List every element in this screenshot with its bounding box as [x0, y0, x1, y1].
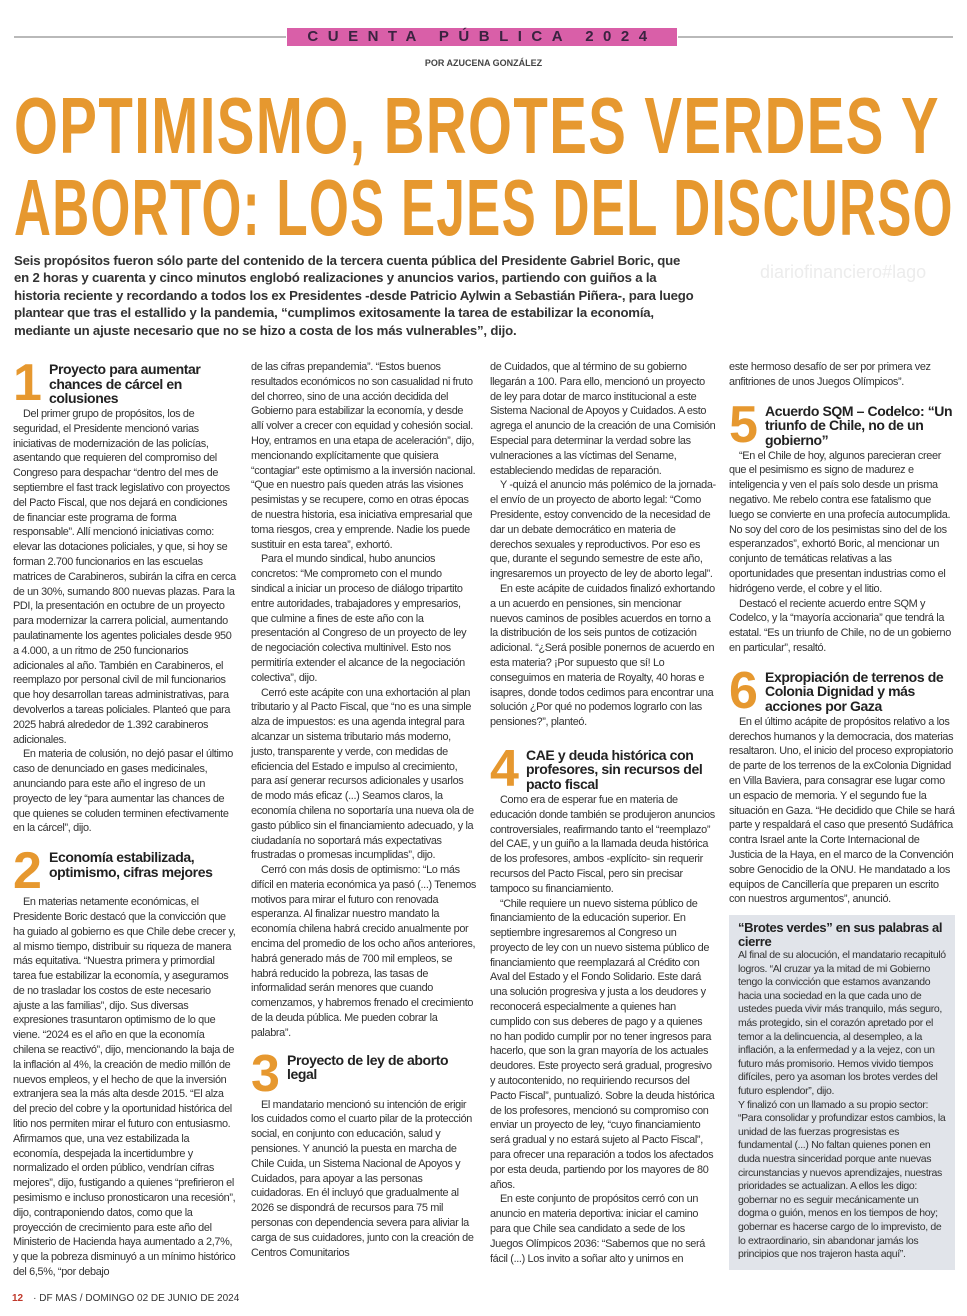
rule-right: [678, 36, 953, 38]
paragraph: de las cifras prepandemia”. “Estos buenos resultados económicos no son casualidad ni fruto del chorreo, sino de una acción decidida del Gobierno para estabilizar la economía, y desde allí volver a crecer con equidad y cohesión social. Hoy, entramos en una etapa de aceleración”, dijo, mencionando explícitamente que quisiera “contagiar” este optimismo a la inversión nacional. “Que en nuestro país queden atrás las visiones pesimistas y se recupere, como en otras épocas de nuestra historia, esa iniciativa empresarial que toma riesgos, crea y emprende. Nadie los puede sustituir en esta tarea”, exhortó.: [251, 361, 476, 551]
section-heading-6: [729, 661, 955, 720]
section-number: 4: [490, 739, 519, 798]
section-heading-3: [251, 1044, 477, 1103]
paragraph: “Chile requiere un nuevo sistema público de financiamiento de la educación superior. En septiembre ingresaremos al Congreso un proyecto de ley con un nuevo sistema público de financiamiento que reemplazará al Crédito con Aval del Estado y el Fondo Solidario. Este dará una solución progresiva y justa a los deudores y reconocerá especialmente a quienes han cumplido con sus deberes de pago y a quienes no han podido cumplir por no tener ingresos para hacerlo, que son la gran mayoría de los actuales deudores. Este proyecto será gradual, progresivo y autocontenido, no requiriendo recursos del Pacto Fiscal”, puntualizó. Sobre la deuda histórica de los profesores, mencionó su compromiso con enviar un proyecto de ley, “cuyo financiamiento será gradual y no estará sujeto al Pacto Fiscal”, para ofrecer una reparación a todos los afectados por esta deuda, partiendo por los mayores de 80 años.: [490, 897, 715, 1191]
section-number: 2: [13, 842, 42, 901]
paragraph: Al final de su alocución, el mandatario recapituló logros. “Al cruzar ya la mitad de mi Gobierno tengo la convicción que estamos avanzando hacia una sociedad en la que cada uno de ustedes pueda vivir más tranquilo, más seguro, más protegido, sin el corazón apretado por el temor a la delincuencia, al desempleo, a la inflación, a la enfermedad y a la vejez, con un futuro más promisorio. Hemos vivido tiempos difíciles, pero ya asoman los brotes verdes del futuro esplendor”, dijo.: [738, 949, 946, 1098]
section-number: 5: [729, 395, 758, 454]
section-title: Proyecto para aumentar chances de cárcel en colusiones: [49, 361, 201, 406]
rule-left: [14, 36, 286, 38]
section-title: Acuerdo SQM – Codelco: “Un triunfo de Chile, no de un gobierno”: [765, 402, 953, 448]
column-1: [13, 354, 239, 1280]
paragraph: este hermoso desafío de ser por primera vez anfitriones de unos Juegos Olímpicos”.: [729, 361, 931, 388]
watermark: diariofinanciero#lago: [760, 262, 927, 282]
section-title: Expropiación de terrenos de Colonia Dignidad y más acciones por Gaza: [765, 668, 944, 714]
page-number: 12: [12, 1293, 24, 1304]
section-heading-1: [13, 354, 239, 412]
paragraph: Para el mundo sindical, hubo anuncios concretos: “Me comprometo con el mundo sindical a iniciar un proceso de diálogo tripartito entre autoridades, trabajadores y empresarios, que culmine a fines de este año con la presentación al Congreso de un proyecto de ley de negociación colectiva multinivel. Esto nos permitiría extender el alcance de la negociación colectiva”, dijo.: [251, 553, 467, 684]
section-heading-5: [729, 395, 955, 454]
section-number: 3: [251, 1044, 280, 1103]
column-4: [729, 360, 955, 1270]
paragraph: Como era de esperar fue en materia de educación donde también se produjeron anuncios controversiales, reafirmando tanto el “reemplazo” del CAE, y un guiño a la llamada deuda histórica de los profesores, ambos -explícito- sin requerir recursos del Pacto Fiscal, pero sin precisar tampoco su financiamiento.: [490, 793, 715, 895]
dek: Seis propósitos fueron sólo parte del contenido de la tercera cuenta pública del Presidente Gabriel Boric, que en 2 horas y cuarenta y cinco minutos englobó realizaciones y anuncios varios, partiendo con guiños a la historia reciente y recordando a todos los ex Presidentes -desde Patricio Aylwin a Sebastián Piñera-, para luego plantear que tras el estallido y la pandemia, “cumplimos exitosamente la tarea de estabilizar la economía, mediante un ajuste necesario que no se hizo a costa de los más vulnerables”, dijo.: [14, 253, 694, 338]
paragraph: En este acápite de cuidados finalizó exhortando a un acuerdo en pensiones, sin mencionar nuevos caminos de posibles acuerdos en torno a la distribución de los seis puntos de cotización adicional. “¿Será posible ponernos de acuerdo en esta materia? ¡Por supuesto que sí! Lo conseguimos en materia de Royalty, 40 horas e isapres, donde todos cedimos para encontrar una solución ¿Por qué no podemos lograrlo con las pensiones?”, planteó.: [490, 582, 715, 729]
column-3: [490, 360, 716, 1266]
paragraph: En materia de colusión, no dejó pasar el último caso de denunciado en gases medicinales, anunciando para este año el ingreso de un proyecto de ley “para aumentar las chances de que quienes se coluden terminen efectivamente en la cárcel”, dijo.: [13, 748, 233, 835]
section-title: Economía estabilizada, optimismo, cifras mejores: [49, 849, 213, 880]
section-title: Proyecto de ley de aborto legal: [287, 1051, 449, 1083]
footer-text: · DF MAS / DOMINGO 02 DE JUNIO DE 2024: [33, 1293, 240, 1304]
section-heading-2: [13, 842, 239, 901]
paragraph: Y -quizá el anuncio más polémico de la jornada- el envío de un proyecto de aborto legal: “Como Presidente, estoy convencido de la necesidad de dar un debate democrático en materia de derechos sexuales y reproductivos. Por eso es que, durante el segundo semestre de este año, ingresaremos un proyecto de ley de aborto legal”.: [490, 479, 716, 581]
section-kicker: CUENTA PÚBLICA 2024: [287, 28, 677, 46]
paragraph: Destacó el reciente acuerdo entre SQM y Codelco, y la “mayoría accionaria” que tendrá la estatal. “Es un triunfo de Chile, no de un gobierno en particular”, resaltó.: [729, 597, 951, 654]
sidebar-box: [729, 915, 955, 1270]
paragraph: Cerró este acápite con una exhortación al plan tributario y al Pacto Fiscal, que “no es una simple alza de impuestos: es una agenda integral para alcanzar un sistema tributario más moderno, justo, transparente y verde, con medidas de eficiencia del Estado e impulso al crecimiento, para así generar recursos adicionales y usarlos de modo más eficaz (...) Seamos claros, la economía chilena no soportaría una nueva ola de gasto público sin el financiamiento adecuado, y la ciudadanía no soportará más expectativas frustradas o promesas incumplidas”, dijo.: [251, 686, 474, 862]
column-2: [251, 360, 477, 1260]
paragraph: En este conjunto de propósitos cerró con un anuncio en materia deportiva: iniciar el camino para que Chile sea candidato a sede de los Juegos Olímpicos 2036: “Sabemos que no será fácil (...) Los invito a soñar alto y unirnos en: [490, 1193, 705, 1265]
paragraph: “En el Chile de hoy, algunos parecieran creer que el pesimismo es signo de madurez e inteligencia y ven el país solo desde un prisma negativo. Me rebelo contra ese fatalismo que luego se convierte en una profecía autocumplida. No soy del coro de los pesimistas sino del de los esperanzados”, exhortó Boric, al mencionar un conjunto de temáticas relativas a las oportunidades que presentan industrias como el hidrógeno verde, el cobre y el litio.: [729, 449, 951, 595]
paragraph: En materias netamente económicas, el Presidente Boric destacó que la convicción que ha guiado al gobierno es que Chile debe crecer y, al mismo tiempo, distribuir su riqueza de manera más equitativa. “Nuestra primera y primordial tarea fue estabilizar la economía, y aseguramos de no trasladar los costos de este necesario ajuste a las familias”, dijo. Sus diversas expresiones trasuntaron optimismo de lo que viene. “2024 es el año en que la economía chilena se reactivó”, dijo, mencionando la baja de la inflación al 4%, la creación de medio millón de nuevos empleos, y el hecho de que la inversión extranjera sea la más alta desde 2015. “El alza del precio del cobre y la oportunidad histórica del litio nos permiten mirar el futuro con entusiasmo. Afirmamos que, una vez estabilizada la economía, despejada la incertidumbre y normalizado el orden público, vendrían cifras mejores”, dijo, fustigando a quienes “prefirieron el pesimismo e incluso pronosticaron una recesión”, dijo, contraponiendo datos, como que la proyección de crecimiento para este año del Ministerio de Hacienda haya aumentado a 2,7%, y que la pobreza disminuyó a un mínimo histórico del 6,5%, “por debajo: [13, 896, 236, 1279]
byline: POR AZUCENA GONZÁLEZ: [424, 58, 543, 68]
paragraph: El mandatario mencionó su intención de erigir los cuidados como el cuarto pilar de la protección social, en conjunto con educación, salud y pensiones. Y anunció la puesta en marcha de Chile Cuida, un Sistema Nacional de Apoyos y Cuidados, para apoyar a las personas cuidadoras. En él incluyó que gradualmente al 2026 se dispondrá de recursos para 75 mil personas con dependencia severa para aliviar la carga de sus cuidadores, junto con la creación de Centros Comunitarios: [251, 1098, 474, 1259]
paragraph: Del primer grupo de propósitos, los de seguridad, el Presidente mencionó varias iniciativas de modernización de las policías, asentando que requieren del compromiso del Congreso para despachar “dentro del mes de septiembre el fast track legislativo con proyectos del Pacto Fiscal, que nos dejará en condiciones de financiar este programa de forma responsable”. Allí mencionó iniciativas como: elevar las dotaciones policiales, y que, si hoy se forman 2.700 funcionarios en las escuelas matrices de Carabineros, subirán la cifra en cerca de un 30%, sumando 800 nuevas plazas. Para la PDI, la presentación en octubre de un proyecto para modernizar la carrera policial, aumentando paulatinamente los agentes policiales desde 950 a 4.000, a un ritmo de 250 funcionarios adicionales al año. También en Carabineros, el reemplazo por personal civil de mil funcionarios que hoy desarrollan tareas administrativas, para devolverlos a tareas policiales. Planteó que para 2025 habrá alrededor de 1.392 carabineros adicionales.: [13, 408, 236, 746]
section-heading-4: [490, 739, 716, 798]
paragraph: Cerró con más dosis de optimismo: “Lo más difícil en materia económica ya pasó (...) Tenemos motivos para mirar el futuro con renovada esperanza. Al finalizar nuestro mandato la economía chilena habrá crecido anualmente por encima del promedio de los ocho años anteriores, habrá generado más de 700 mil empleos, se habrá reducido la pobreza, las tasas de informalidad serán menores que cuando comenzamos, y habremos frenado el crecimiento de la deuda pública. Me pueden cobrar la palabra”.: [251, 864, 477, 1039]
headline-line-1: OPTIMISMO, BROTES VERDES Y: [14, 81, 940, 170]
box-title: “Brotes verdes” en sus palabras al cierre: [738, 920, 943, 949]
footer: [12, 1293, 239, 1305]
paragraph: En el último acápite de propósitos relativo a los derechos humanos y la democracia, dos materias resaltaron. Uno, el inicio del proceso expropiatorio de parte de los terrenos de la exColonia Dignidad en Villa Baviera, para consagrar ese lugar como un espacio de memoria. Y el segundo fue la situación en Gaza. “He decidido que Chile se hará parte y respaldará el caso que presentó Sudáfrica contra Israel ante la Corte Internacional de Justicia de la Haya, en el marco de la Convención sobre Genocidio de la ONU. He mandatado a los equipos de Cancillería que preparen un escrito con nuestros argumentos”, anunció.: [729, 715, 955, 906]
section-number: 6: [729, 661, 758, 720]
section-title: CAE y deuda histórica con profesores, sin recursos del pacto fiscal: [526, 746, 703, 792]
paragraph: Y finalizó con un llamado a su propio sector: “Para consolidar y profundizar estos cambios, la unidad de las fuerzas progresistas es fundamental (...) No faltan quienes ponen en duda nuestra sinceridad porque ante nuevas circunstancias y nuevos aprendizajes, nuestras prioridades se actualizan. A ellos les digo: gobernar no es seguir mecánicamente un dogma o guión, menos en los tiempos de hoy; gobernar es hacerse cargo de lo imprevisto, de lo extraordinario, sin abandonar jamás los principios que nos trajeron hasta aquí”.: [738, 1098, 946, 1261]
section-number: 1: [13, 354, 42, 412]
paragraph: de Cuidados, que al término de su gobierno llegarán a 100. Para ello, mencionó un proyecto de ley para dotar de marco institucional a este Sistema Nacional de Apoyos y Cuidados. A esto agrega el anuncio de la creación de una Comisión Especial para determinar la verdad sobre las vulneraciones a las víctimas del Sename, estableciendo medidas de reparación.: [490, 361, 716, 477]
headline-line-2: ABORTO: LOS EJES DEL DISCURSO: [14, 163, 954, 252]
